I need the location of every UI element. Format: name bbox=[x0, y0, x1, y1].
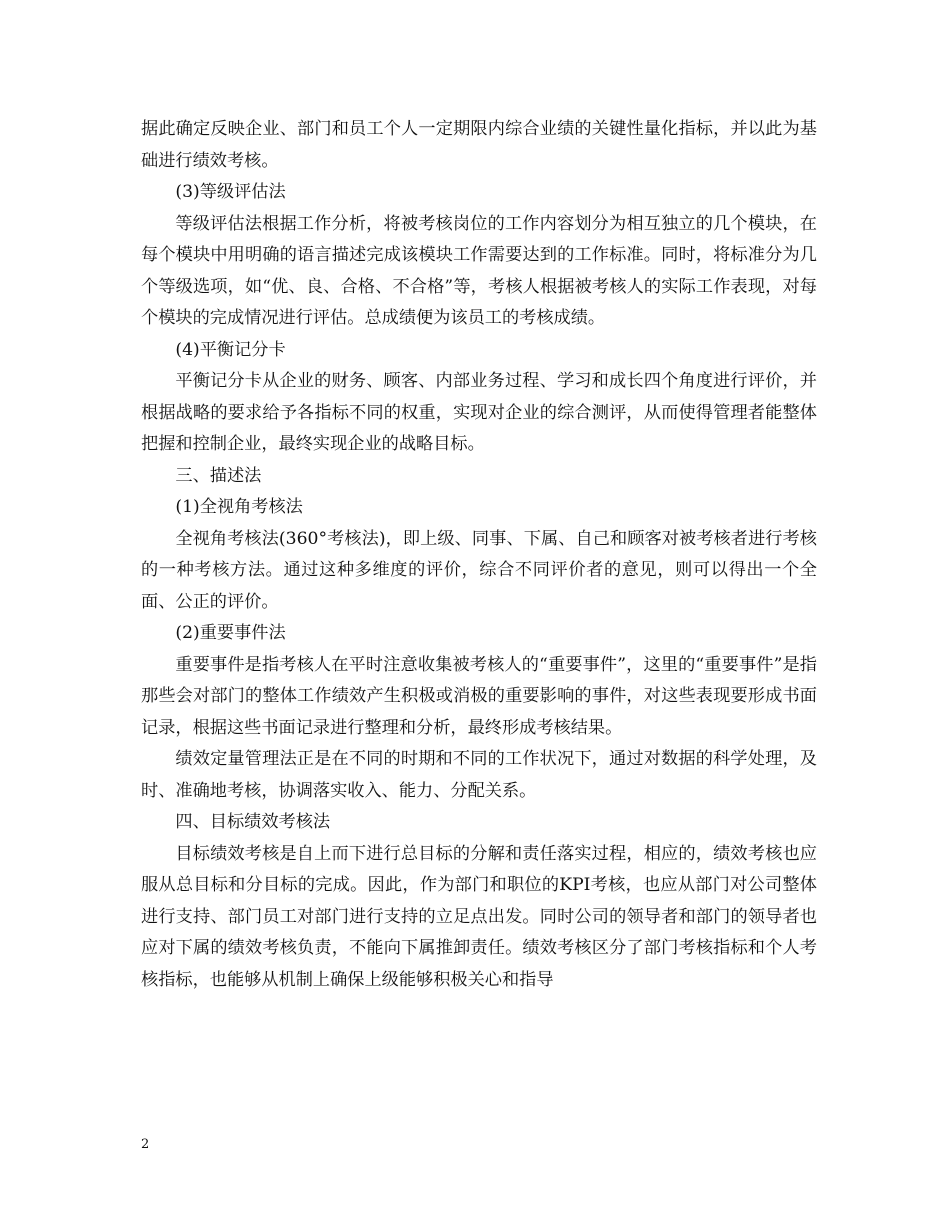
heading-critical-incident: (2)重要事件法 bbox=[175, 623, 286, 643]
heading-grading-method: (3)等级评估法 bbox=[175, 182, 286, 202]
heading-description-method: 三、描述法 bbox=[175, 465, 262, 486]
paragraph-balanced-scorecard: 平衡记分卡从企业的财务、顾客、内部业务过程、学习和成长四个角度进行评价，并根据战略的要求给予各指标不同的权重，实现对企业的综合测评，从而使得管理者能整体把握和控制企业，最终实现企业的战略目标。 bbox=[141, 371, 817, 454]
heading-balanced-scorecard: (4)平衡记分卡 bbox=[175, 339, 286, 360]
paragraph-360-method: 全视角考核法(360°考核法)，即上级、同事、下属、自己和顾客对被考核者进行考核的一种考核方法。通过这种多维度的评价，综合不同评价者的意见，则可以得出一个全面、公正的评价。 bbox=[141, 528, 817, 612]
paragraph-1: 据此确定反映企业、部门和员工个人一定期限内综合业绩的关键性量化指标，并以此为基础进行绩效考核。 bbox=[141, 119, 817, 171]
page-number: 2 bbox=[141, 1137, 150, 1152]
heading-360-method: (1)全视角考核法 bbox=[175, 497, 303, 517]
paragraph-quantitative-management: 绩效定量管理法正是在不同的时期和不同的工作状况下，通过对数据的科学处理，及时、准确地考核，协调落实收入、能力、分配关系。 bbox=[141, 749, 817, 801]
paragraph-grading-method: 等级评估法根据工作分析，将被考核岗位的工作内容划分为相互独立的几个模块，在每个模块中用明确的语言描述完成该模块工作需要达到的工作标准。同时，将标准分为几个等级选项，如“优、良、合格、不合格”等，考核人根据被考核人的实际工作表现，对每个模块的完成情况进行评估。总成绩便为该员工的考核成绩。 bbox=[141, 213, 817, 328]
heading-objective-performance: 四、目标绩效考核法 bbox=[175, 812, 331, 832]
paragraph-critical-incident: 重要事件是指考核人在平时注意收集被考核人的“重要事件”，这里的“重要事件”是指那些会对部门的整体工作绩效产生积极或消极的重要影响的事件，对这些表现要形成书面记录，根据这些书面记录进行整理和分析，最终形成考核结果。 bbox=[141, 654, 817, 738]
paragraph-objective-performance: 目标绩效考核是自上而下进行总目标的分解和责任落实过程，相应的，绩效考核也应服从总目标和分目标的完成。因此，作为部门和职位的KPI考核，也应从部门对公司整体进行支持、部门员工对部门进行支持的立足点出发。同时公司的领导者和部门的领导者也应对下属的绩效考核负责，不能向下属推卸责任。绩效考核区分了部门考核指标和个人考核指标，也能够从机制上确保上级能够积极关心和指导 bbox=[141, 843, 817, 990]
document-body bbox=[141, 114, 817, 996]
